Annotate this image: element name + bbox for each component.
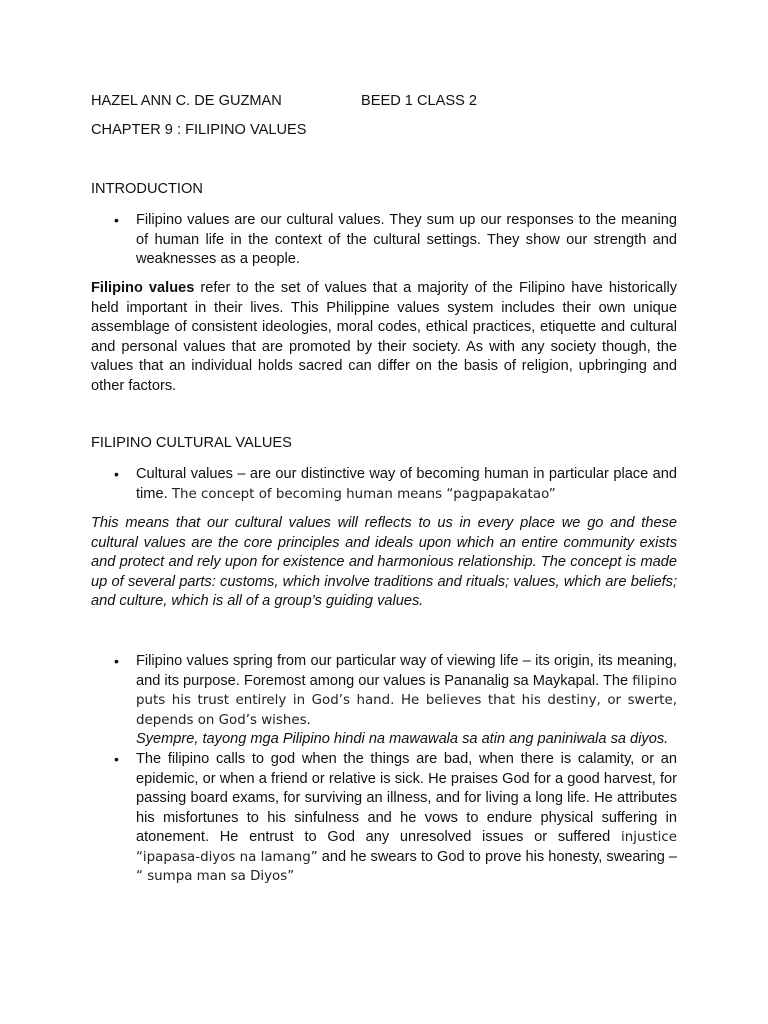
bullet-light-text: filipino puts his trust entirely in God’s hand. He believes that his destiny, or swerte, depends on God’s wishes. xyxy=(136,673,677,728)
cultural-values-heading: FILIPINO CULTURAL VALUES xyxy=(91,435,292,451)
chapter-title: CHAPTER 9 : FILIPINO VALUES xyxy=(91,122,307,138)
belief-bullet-2 xyxy=(136,750,677,887)
bullet-dot: • xyxy=(114,212,119,228)
introduction-heading: INTRODUCTION xyxy=(91,181,203,197)
bullet-dot: • xyxy=(114,466,119,482)
introduction-paragraph xyxy=(91,279,677,396)
bullet-main-text: Filipino values spring from our particular way of viewing life – its origin, its meaning, and its purpose. Foremost among our values is Pananalig sa Maykapal. The xyxy=(136,653,677,689)
introduction-bullet: Filipino values are our cultural values. They sum up our responses to the meaning of human life in the context of the cultural settings. They show our strength and weaknesses as a people. xyxy=(136,212,677,267)
author-name: HAZEL ANN C. DE GUZMAN xyxy=(91,93,282,109)
cultural-values-bullet xyxy=(136,465,677,504)
class-label: BEED 1 CLASS 2 xyxy=(361,93,477,109)
paragraph-text: refer to the set of values that a majority of the Filipino have historically held important in their lives. This Philippine values system includes their own unique assemblage of consistent ideologies, moral codes, ethical practices, etiquette and cultural and personal values that are promoted by their society. As with any society though, the values that an individual holds sacred can differ on the basis of religion, upbringing and other factors. xyxy=(91,280,677,394)
bullet-main-text: The filipino calls to god when the things are bad, when there is calamity, or an epidemic, or when a friend or relative is sick. He praises God for a good harvest, for passing board exams, for surviving an illness, and for living a long life. He attributes his misfortunes to his sinfulness and he vows to endure physical suffering in atonement. He entrust to God any unresolved issues or suffered xyxy=(136,751,677,845)
bullet-italic-text: Syempre, tayong mga Pilipino hindi na mawawala sa atin ang paniniwala sa diyos. xyxy=(136,731,669,747)
bullet-light-text: injustice “ipapasa-diyos na lamang” xyxy=(136,830,677,865)
bullet-light-text: “ sumpa man sa Diyos” xyxy=(136,869,295,884)
bullet-dot: • xyxy=(114,751,119,767)
bullet-dot: • xyxy=(114,653,119,669)
cultural-values-italic-paragraph: This means that our cultural values will reflects to us in every place we go and these cultural values are the core principles and ideals upon which an entire community exists and protect and rely upon for existence and harmonious relationship. The concept is made up of several parts: customs, which involve traditions and rituals; values, which are beliefs; and culture, which is all of a group’s guiding values. xyxy=(91,515,677,609)
belief-bullet-1 xyxy=(136,652,677,750)
bullet-main-text: and he swears to God to prove his honesty, swearing – xyxy=(317,848,677,865)
paragraph-bold-term: Filipino values xyxy=(91,280,195,296)
bullet-main-text: Cultural values – are our distinctive way of becoming human in particular place and time. xyxy=(136,466,677,502)
bullet-light-text: The concept of becoming human means “pagpapakatao” xyxy=(167,486,556,502)
